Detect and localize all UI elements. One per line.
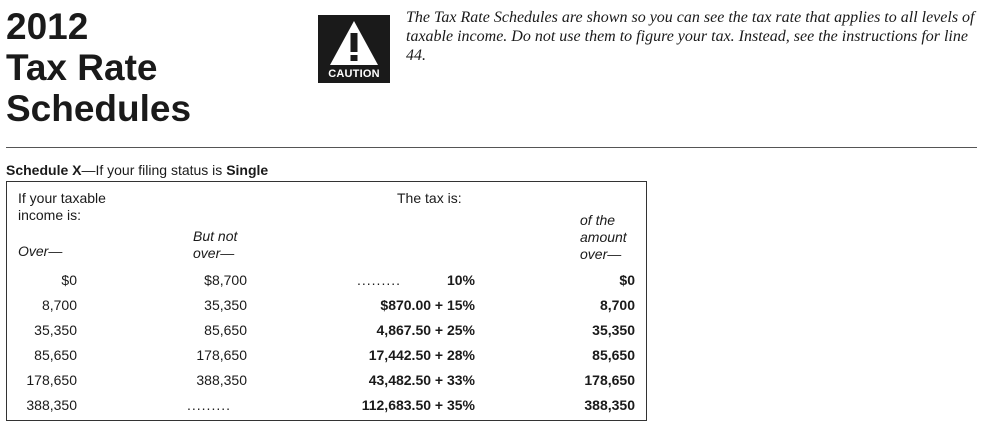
caution-label: CAUTION: [328, 68, 380, 80]
schedule-dash-text: —If your filing status is: [81, 162, 227, 178]
schedule-label: Schedule X: [6, 162, 82, 178]
cell-but-not: 35,350: [204, 297, 247, 313]
tax-rate-table: [6, 181, 647, 421]
cell-but-not: $8,700: [204, 272, 247, 288]
cell-amount-over: $0: [619, 272, 635, 288]
cell-tax: $870.00 + 15%: [380, 297, 475, 313]
title-line-2: Tax Rate: [6, 47, 158, 88]
header-tax-is: The tax is:: [397, 190, 462, 206]
cell-tax: 17,442.50 + 28%: [368, 347, 475, 363]
cell-amount-over: 388,350: [584, 397, 635, 413]
header-taxable-line1: If your taxable: [18, 190, 106, 206]
cell-over: $0: [61, 272, 77, 288]
title-line-3: Schedules: [6, 88, 192, 129]
cell-but-not: 85,650: [204, 322, 247, 338]
notice-text: The Tax Rate Schedules are shown so you can see the tax rate that applies to all levels of taxable income. Do not use them to figure your tax. Instead, see the instructions for line 44.: [406, 9, 975, 64]
caution-badge: [318, 15, 390, 83]
header-of-amount-line1: of the: [580, 212, 616, 228]
header-but-not-line1: But not: [193, 228, 238, 244]
header-of-amount-line2: amount: [580, 229, 627, 245]
leader-dots: .........: [357, 272, 402, 288]
header-of-amount-line3: over—: [580, 246, 622, 262]
cell-tax: 112,683.50 + 35%: [361, 397, 475, 413]
cell-over: 35,350: [34, 322, 77, 338]
header-but-not-line2: over—: [193, 245, 235, 261]
leader-dots: .........: [187, 397, 232, 413]
cell-tax: 4,867.50 + 25%: [376, 322, 475, 338]
title-year: 2012: [6, 6, 89, 47]
cell-but-not: 388,350: [196, 372, 247, 388]
cell-amount-over: 35,350: [592, 322, 635, 338]
cell-over: 388,350: [26, 397, 77, 413]
cell-amount-over: 85,650: [592, 347, 635, 363]
cell-over: 178,650: [26, 372, 77, 388]
cell-amount-over: 8,700: [599, 297, 635, 313]
filing-status: Single: [226, 162, 269, 178]
cell-tax: 43,482.50 + 33%: [368, 372, 475, 388]
cell-tax: 10%: [446, 272, 475, 288]
cell-amount-over: 178,650: [584, 372, 635, 388]
header-taxable-line2: income is:: [18, 207, 82, 223]
cell-but-not: 178,650: [196, 347, 247, 363]
cell-over: 8,700: [41, 297, 77, 313]
header-over: Over—: [18, 243, 63, 259]
section-divider: [6, 147, 977, 148]
page-title: [6, 6, 191, 129]
cell-over: 85,650: [34, 347, 77, 363]
schedule-heading: [6, 162, 268, 178]
